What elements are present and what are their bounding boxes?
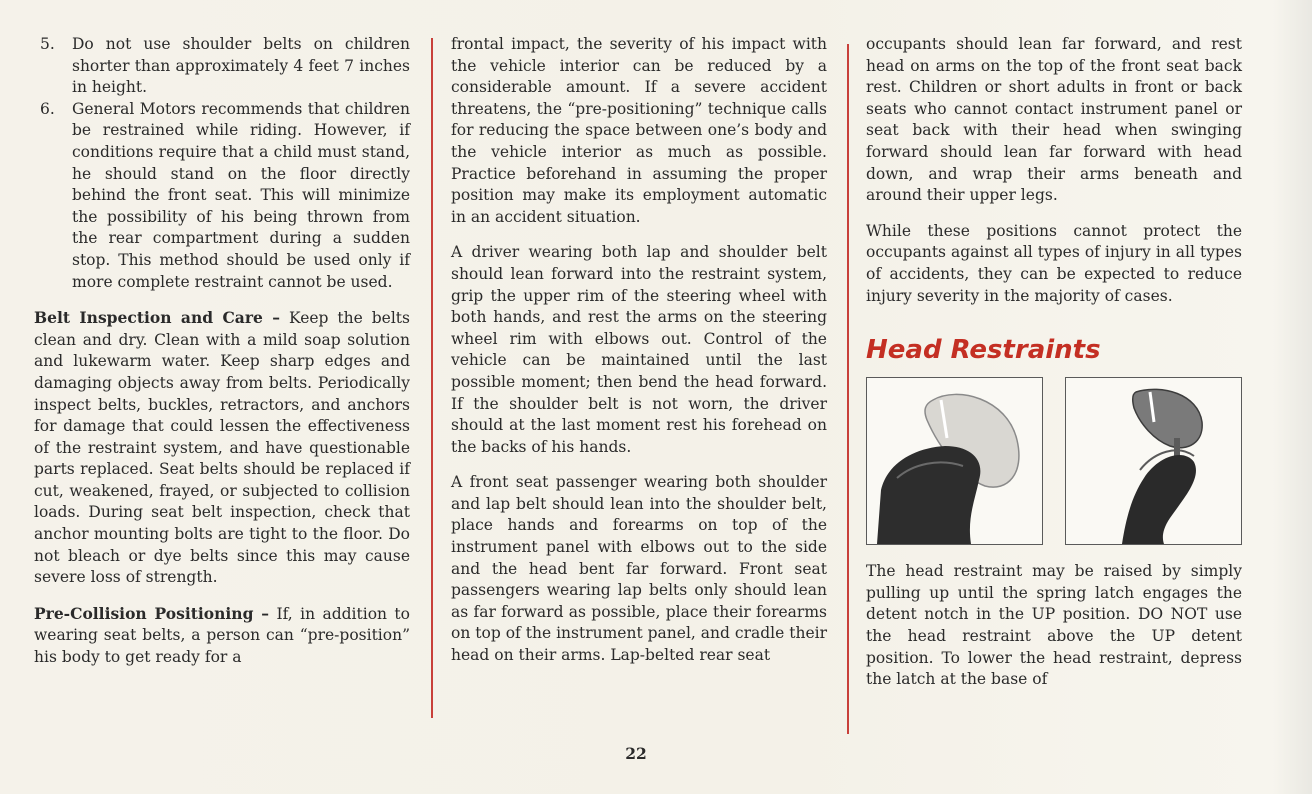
page-number: 22 — [625, 744, 647, 763]
numbered-list — [34, 34, 410, 293]
belt-inspection-heading: Belt Inspection and Care – — [34, 308, 281, 328]
head-restraint-figures — [866, 377, 1242, 545]
body-paragraph: frontal impact, the severity of his impact with the vehicle interior can be reduced by a considerable amount. If a severe accident threatens, the “pre-positioning” technique calls for reducing the space between one’s body and the vehicle interior as much as possible. Practice beforehand in assuming the proper position may make its employment automatic in an accident situation. — [451, 35, 827, 226]
body-paragraph: The head restraint may be raised by simply pulling up until the spring latch engages the detent notch in the UP position. DO NOT use the head restraint above the UP detent position. To lower the head restraint, depress the latch at the base of — [866, 562, 1242, 689]
column-divider — [431, 38, 433, 718]
pre-collision-text: If, in addition to wearing seat belts, a person can “pre-position” his body to get ready for a — [34, 604, 410, 667]
list-number: 5. — [40, 35, 55, 53]
column-2 — [451, 34, 827, 667]
list-number: 6. — [40, 99, 55, 118]
belt-inspection-text: Keep the belts clean and dry. Clean with a mild soap solution and lukewarm water. Keep sharp edges and damaging objects away from belts. Periodically inspect belts, buckles, retractors, and anchors for damage that could lessen the effectiveness of the restraint system, and have questionable parts replaced. Seat belts should be replaced if cut, weakened, frayed, or subjected to collision loads. During seat belt inspection, check that anchor mounting bolts are tight to the floor. Do not bleach or dye belts since this may cause severe loss of strength. — [34, 309, 410, 587]
column-1 — [34, 34, 410, 669]
body-paragraph: While these positions cannot protect the occupants against all types of injury in all types of accidents, they can be expected to reduce injury severity in the majority of cases. — [866, 221, 1242, 305]
list-item — [34, 34, 410, 99]
section-title: Head Restraints — [866, 335, 1101, 366]
pre-collision-heading: Pre-Collision Positioning – — [34, 603, 270, 623]
body-paragraph: occupants should lean far forward, and rest head on arms on the top of the front seat back rest. Children or short adults in front or back seats who cannot contact instrument panel or seat back with their head when swinging forward should lean far forward with head down, and wrap their arms beneath and around their upper legs. — [866, 35, 1242, 205]
list-item-text: Do not use shoulder belts on children shorter than approximately 4 feet 7 inches in height. — [72, 35, 410, 97]
head-restraint-down-illustration — [866, 377, 1043, 545]
list-item — [34, 99, 410, 293]
body-paragraph: A driver wearing both lap and shoulder belt should lean forward into the restraint system, grip the upper rim of the steering wheel with both hands, and rest the arms on the steering wheel rim with elbows out. Control of the vehicle can be maintained until the last possible moment; then bend the head forward. If the shoulder belt is not worn, the driver should at the last moment rest his forehead on the backs of his hands. — [451, 243, 827, 456]
body-paragraph: A front seat passenger wearing both shoulder and lap belt should lean into the shoulder belt, place hands and forearms on top of the instrument panel with elbows out to the side and the head bent far forward. Front seat passengers wearing lap belts only should lean as far forward as possible, place their forearms on top of the instrument panel, and cradle their head on their arms. Lap-belted rear seat — [451, 473, 827, 665]
column-3 — [866, 34, 1242, 691]
belt-inspection-paragraph — [34, 307, 410, 589]
head-restraint-up-illustration — [1065, 377, 1242, 545]
pre-collision-paragraph — [34, 603, 410, 669]
column-divider — [847, 44, 849, 734]
list-item-text: General Motors recommends that children be restrained while riding. However, if conditions require that a child must stand, he should stand on the floor directly behind the front seat. This will minimize the possibility of his being thrown from the rear compartment during a sudden stop. This method should be used only if more complete restraint cannot be used. — [72, 99, 410, 291]
